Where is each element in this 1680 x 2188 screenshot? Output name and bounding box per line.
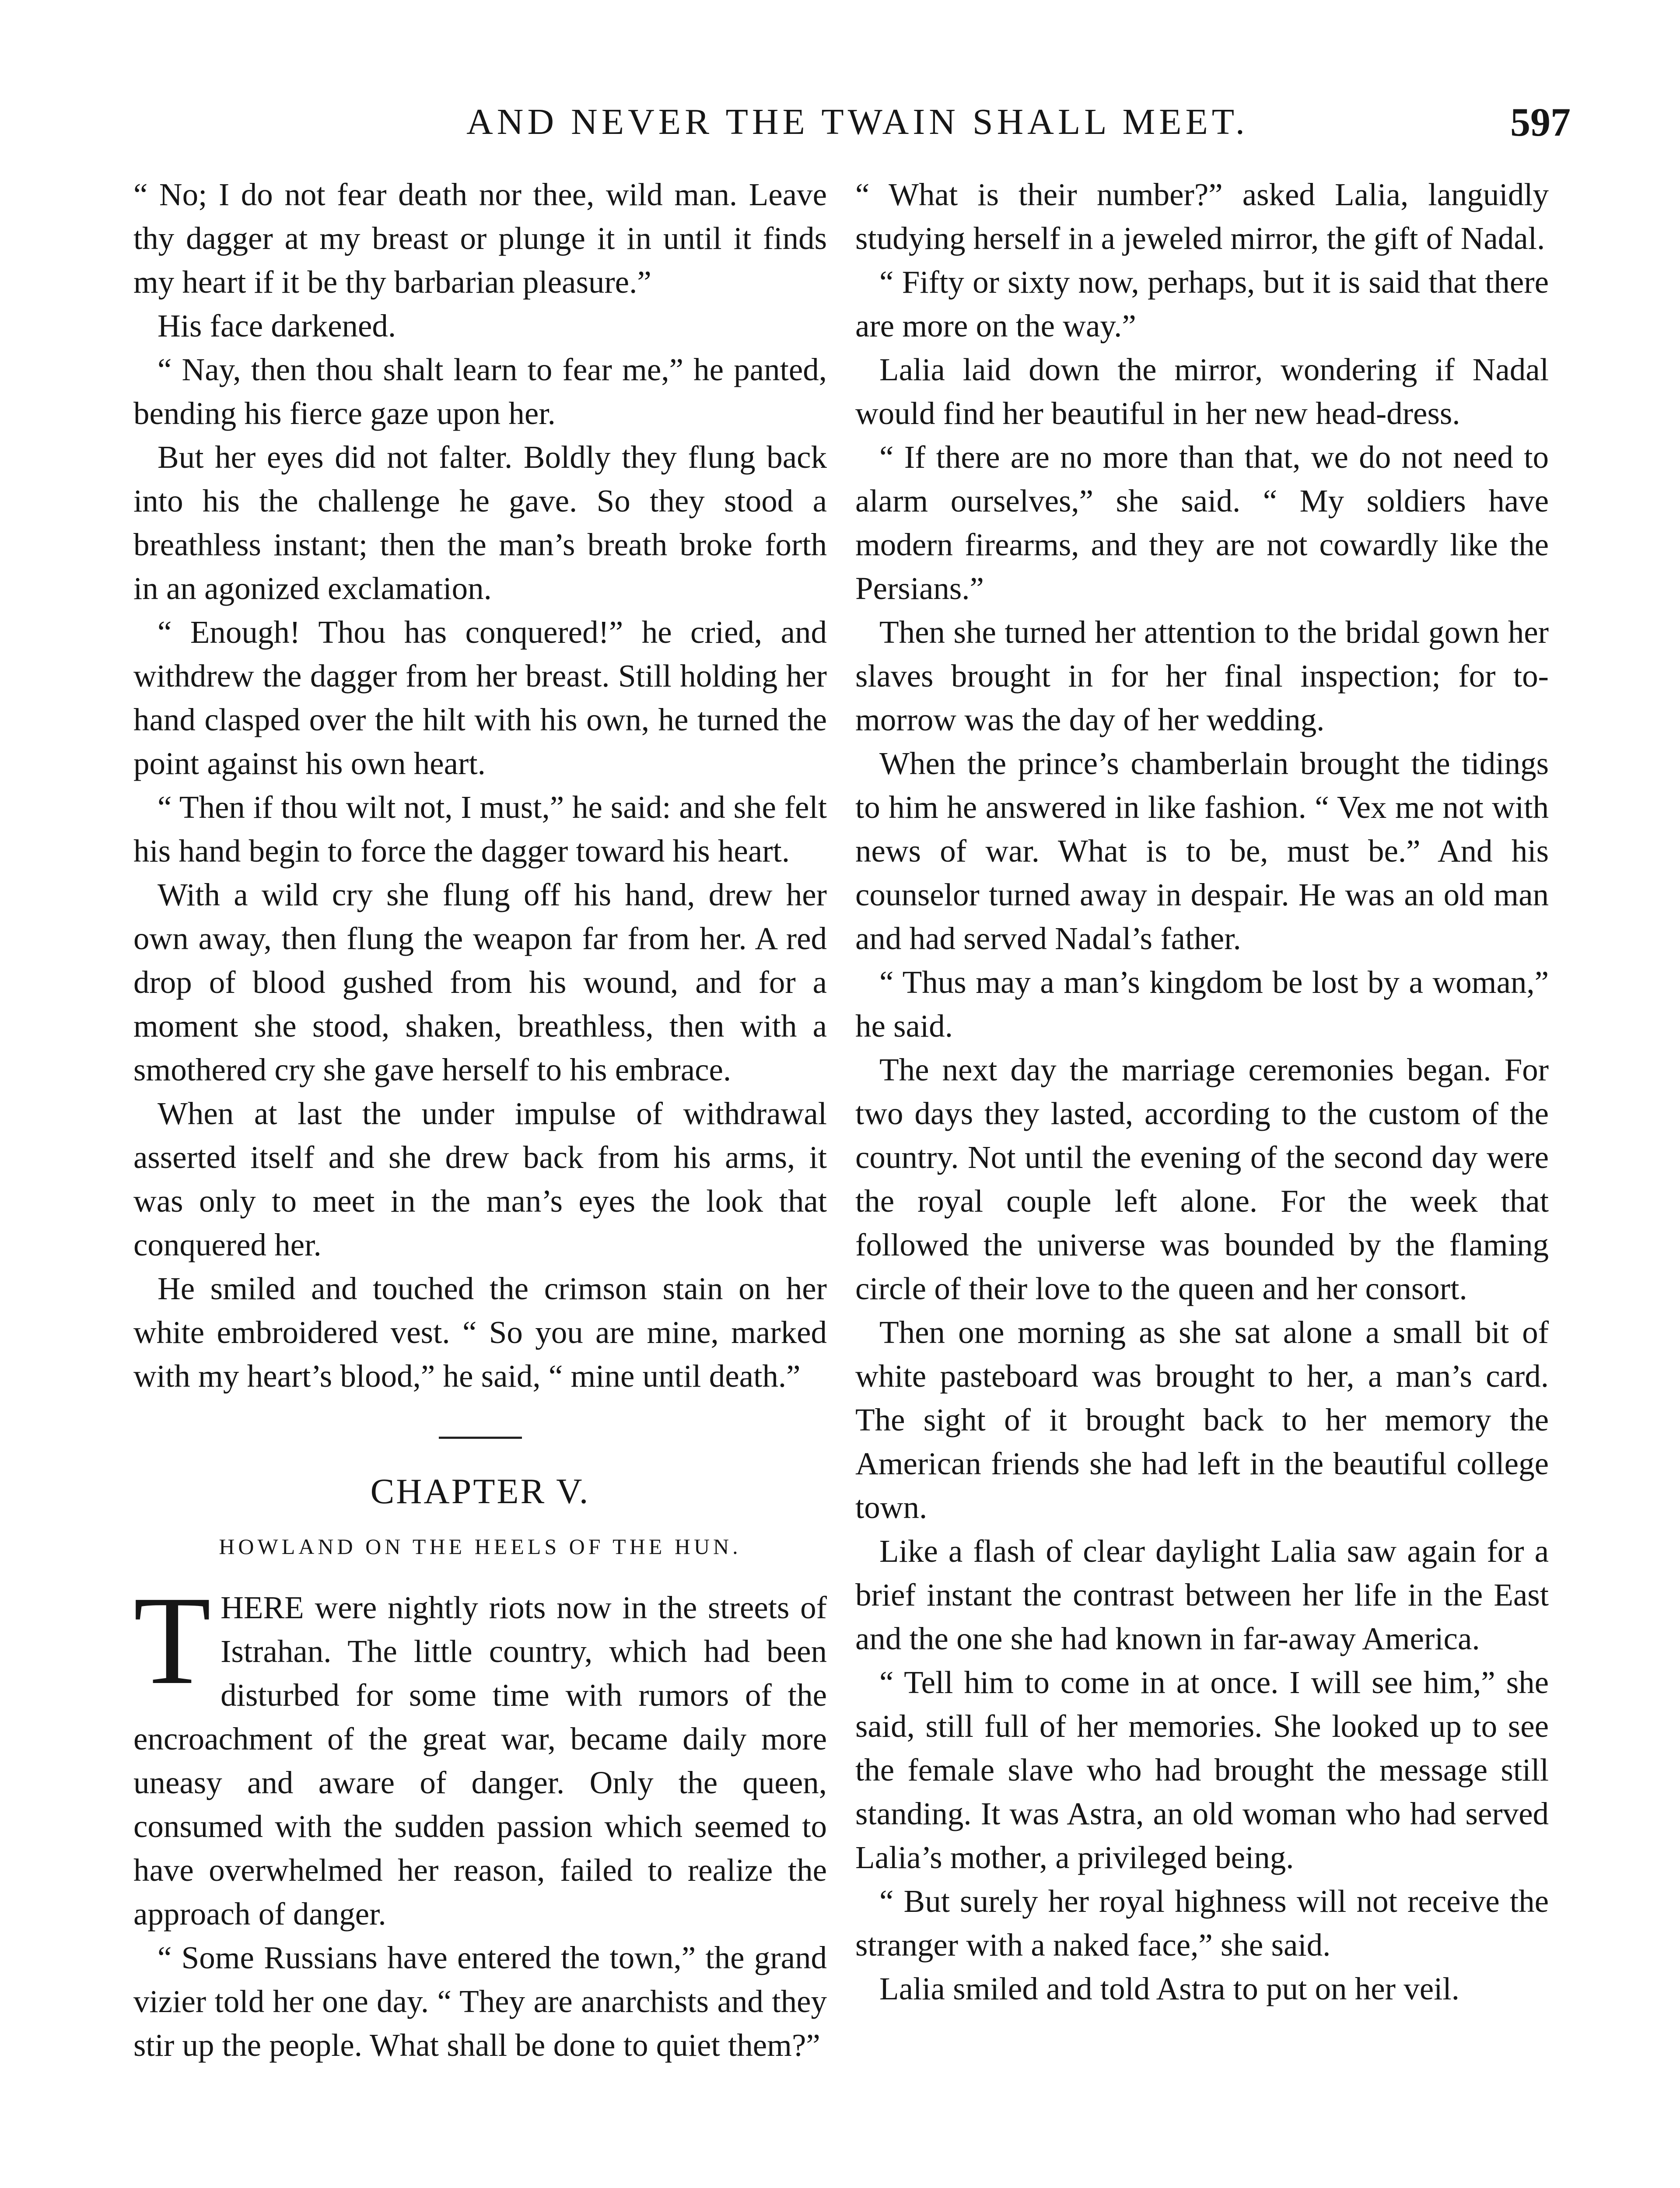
paragraph: With a wild cry she flung off his hand, drew her own away, then flung the weapon far from her. A red drop of blood gushed from his wound, and for a moment she stood, shaken, breathless, then with a smothered cry she gave herself to his embrace. — [133, 877, 827, 1087]
drop-cap: T — [133, 1570, 211, 1711]
page-header — [0, 83, 1680, 144]
section-divider — [439, 1437, 522, 1439]
left-column — [133, 173, 827, 2067]
paragraph: When at last the under impulse of withdrawal asserted itself and she drew back from his arms, it was only to meet in the man’s eyes the look that conquered her. — [133, 1096, 827, 1262]
paragraph: When the prince’s chamberlain brought the tidings to him he answered in like fashion. “ Vex me not with news of war. What is to be, must be.” And his counselor turned away in despair. He was an old man and had served Nadal’s father. — [855, 746, 1549, 956]
paragraph: “ Nay, then thou shalt learn to fear me,” he panted, bending his fierce gaze upon her. — [133, 352, 827, 431]
paragraph: Lalia laid down the mirror, wondering if Nadal would find her beautiful in her new head-dress. — [855, 352, 1549, 431]
paragraph: “ Enough! Thou has conquered!” he cried, and withdrew the dagger from her breast. Still holding her hand clasped over the hilt with his own, he turned the point against his own heart. — [133, 614, 827, 781]
paragraph: His face darkened. — [158, 308, 396, 344]
paragraph: But her eyes did not falter. Boldly they flung back into his the challenge he gave. So they stood a breathless instant; then the man’s breath broke forth in an agonized exclamation. — [133, 439, 827, 606]
right-column — [855, 173, 1549, 2011]
paragraph: Lalia smiled and told Astra to put on her veil. — [879, 1971, 1460, 2006]
chapter-heading: CHAPTER V. — [370, 1471, 590, 1511]
paragraph: “ Thus may a man’s kingdom be lost by a woman,” he said. — [855, 964, 1549, 1044]
paragraph: “ If there are no more than that, we do not need to alarm ourselves,” she said. “ My soldiers have modern firearms, and they are not cowardly like the Persians.” — [855, 439, 1549, 606]
chapter-opening-paragraph — [133, 1570, 827, 1936]
paragraph: “ Fifty or sixty now, perhaps, but it is said that there are more on the way.” — [855, 264, 1549, 344]
paragraph: “ What is their number?” asked Lalia, languidly studying herself in a jeweled mirror, the gift of Nadal. — [855, 177, 1549, 256]
paragraph: “ Some Russians have entered the town,” the grand vizier told her one day. “ They are anarchists and they stir up the people. What shall be done to quiet them?” — [133, 1940, 827, 2063]
paragraph: Then she turned her attention to the bridal gown her slaves brought in for her final inspection; for to-morrow was the day of her wedding. — [855, 614, 1549, 737]
chapter-opening-text: HERE were nightly riots now in the streets of Istrahan. The little country, which had been disturbed for some time with rumors of the encroachment of the great war, became daily more uneasy and aware of danger. Only the queen, consumed with the sudden passion which seemed to have overwhelmed her reason, failed to realize the approach of danger. — [133, 1590, 827, 1932]
paragraph: “ But surely her royal highness will not receive the stranger with a naked face,” she said. — [855, 1883, 1549, 1963]
paragraph: He smiled and touched the crimson stain on her white embroidered vest. “ So you are mine, marked with my heart’s blood,” he said, “ mine until death.” — [133, 1271, 827, 1394]
paragraph: “ Tell him to come in at once. I will see him,” she said, still full of her memories. She looked up to see the female slave who had brought the message still standing. It was Astra, an old woman who had served Lalia’s mother, a privileged being. — [855, 1665, 1549, 1875]
chapter-subtitle: HOWLAND ON THE HEELS OF THE HUN. — [219, 1534, 742, 1559]
running-title: AND NEVER THE TWAIN SHALL MEET. — [466, 102, 1249, 142]
paragraph: Like a flash of clear daylight Lalia saw again for a brief instant the contrast between her life in the East and the one she had known in far-away America. — [855, 1533, 1549, 1656]
paragraph: Then one morning as she sat alone a small bit of white pasteboard was brought to her, a man’s card. The sight of it brought back to her memory the American friends she had left in the beautiful college town. — [855, 1315, 1549, 1525]
paragraph: “ Then if thou wilt not, I must,” he said: and she felt his hand begin to force the dagger toward his heart. — [133, 789, 827, 869]
page-number: 597 — [1510, 100, 1571, 144]
paragraph: The next day the marriage ceremonies began. For two days they lasted, according to the custom of the country. Not until the evening of the second day were the royal couple left alone. For the week that followed the universe was bounded by the flaming circle of their love to the queen and her consort. — [855, 1052, 1549, 1306]
paragraph: “ No; I do not fear death nor thee, wild man. Leave thy dagger at my breast or plunge it in until it finds my heart if it be thy barbarian pleasure.” — [133, 177, 827, 300]
